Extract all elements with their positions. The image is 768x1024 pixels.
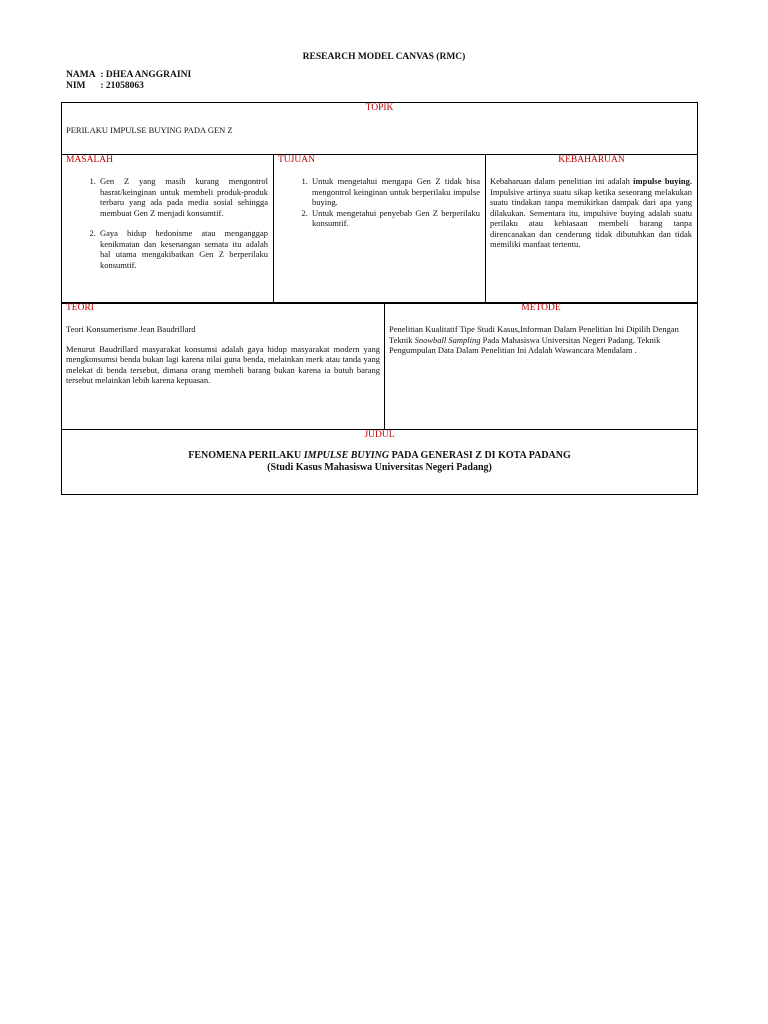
- judul-line1-a: FENOMENA PERILAKU: [188, 450, 304, 461]
- nim-value: : 21058063: [100, 81, 144, 91]
- masalah-item: 2. Gaya hidup hedonisme atau menganggap kenikmatan dan kesenangan semata itu adalah hal utama mengakibatkan Gen Z berperilaku konsumtif.: [98, 228, 268, 270]
- metode-text-a: Penelitian Kualitatif Tipe Studi Kasus,Informan Dalam Penelitian Ini Dipilih Dengan Teknik: [389, 324, 679, 345]
- metode-text: [389, 324, 691, 356]
- kebaharuan-section: [485, 154, 698, 304]
- kebaharuan-header: KEBAHARUAN: [558, 155, 625, 165]
- judul-header: JUDUL: [364, 430, 395, 440]
- kebaharuan-text: [490, 176, 692, 250]
- metode-section: [384, 302, 698, 430]
- tujuan-item: 1. Untuk mengetahui mengapa Gen Z tidak bisa mengontrol keinginan untuk berperilaku impulse buying.: [310, 176, 480, 208]
- metode-header: METODE: [521, 303, 561, 313]
- topik-text: PERILAKU IMPULSE BUYING PADA GEN Z: [66, 125, 233, 135]
- judul-line1-italic: IMPULSE BUYING: [303, 450, 390, 461]
- metode-text-b: Pada Mahasiswa Universitas Negeri Padang. Teknik Pengumpulan Data Dalam Penelitian Ini Adalah Wawancara Mendalam .: [389, 334, 661, 355]
- masalah-header: MASALAH: [66, 155, 113, 165]
- judul-line2: (Studi Kasus Mahasiswa Universitas Negeri Padang): [267, 462, 492, 473]
- teori-section: [61, 302, 385, 430]
- teori-header: TEORI: [66, 303, 94, 313]
- tujuan-item: 2. Untuk mengetahui penyebab Gen Z berperilaku konsumtif.: [310, 208, 480, 229]
- nim-label: NIM: [66, 81, 86, 91]
- nim-line: [66, 81, 144, 91]
- judul-section: [61, 429, 698, 495]
- masalah-item: 1. Gen Z yang masih kurang mengontrol hasrat/keinginan untuk membeli produk-produk terbaru yang ada pada media sosial sehingga membuat Gen Z menjadi konsumtif.: [98, 176, 268, 218]
- masalah-section: [61, 154, 274, 304]
- judul-line1: [62, 450, 697, 462]
- kebaharuan-keyword: impulse buying.: [633, 176, 692, 186]
- nama-value: : DHEA ANGGRAINI: [100, 70, 192, 80]
- nama-line: [66, 70, 191, 80]
- teori-line: Teori Konsumerisme Jean Baudrillard: [66, 324, 196, 334]
- judul-line1-b: PADA GENERASI Z DI KOTA PADANG: [389, 450, 571, 461]
- metode-italic: Snowball Sampling: [414, 334, 481, 345]
- kebaharuan-text-b: Impulsive artinya suatu sikap ketika seseorang melakukan suatu tindakan tanpa memikirkan dampak dari apa yang dilakukan. Sementara itu, impulsive buying adalah suatu perilaku atau kebiasaan membeli barang tanpa direncanakan dan cenderung tidak dibutuhkan dan tidak memiliki manfaat tertentu.: [490, 186, 692, 249]
- topik-section: [61, 102, 698, 155]
- kebaharuan-text-a: Kebaharuan dalam penelitian ini adalah: [490, 176, 634, 186]
- teori-paragraph: Menurut Baudrillard masyarakat konsumsi adalah gaya hidup masyarakat modern yang mengkonsumsi benda bukan lagi karena nilai guna benda, melainkan merk atau tanda yang melekat di benda tersebut, dimana orang membeli barang bukan karena ia butuh barang tersebut melainkan lebih karena kepuasan.: [66, 343, 380, 385]
- nama-label: NAMA: [66, 70, 96, 80]
- topik-header: TOPIK: [365, 103, 394, 113]
- document-title: RESEARCH MODEL CANVAS (RMC): [302, 52, 466, 62]
- masalah-list: [62, 176, 273, 270]
- tujuan-section: [273, 154, 486, 304]
- tujuan-header: TUJUAN: [278, 155, 315, 165]
- tujuan-list: [274, 176, 485, 229]
